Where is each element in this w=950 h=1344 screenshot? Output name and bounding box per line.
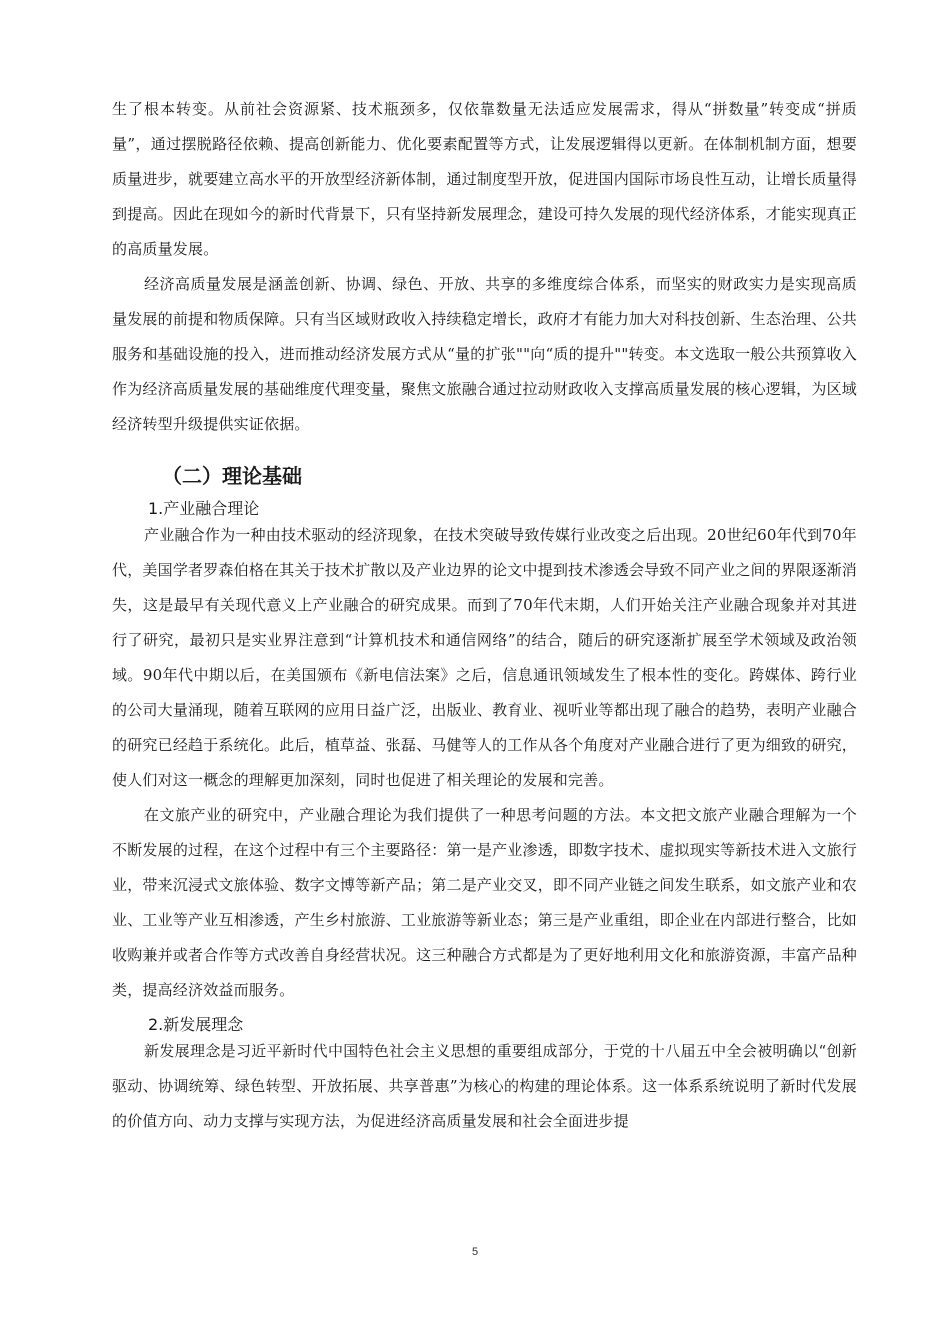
paragraph: 经济高质量发展是涵盖创新、协调、绿色、开放、共享的多维度综合体系，而坚实的财政实力是实现高质量发展的前提和物质保障。只有当区域财政收入持续稳定增长，政府才有能力加大对科技创新、生态治理、公共服务和基础设施的投入，进而推动经济发展方式从“量的扩张""向“质的提升""转变。本文选取一般公共预算收入作为经济高质量发展的基础维度代理变量，聚焦文旅融合通过拉动财政收入支撑高质量发展的核心逻辑，为区域经济转型升级提供实证依据。	[112, 275, 857, 433]
paragraph: 生了根本转变。从前社会资源紧、技术瓶颈多，仅依靠数量无法适应发展需求，得从“拼数量”转变成“拼质量”，通过摆脱路径依赖、提高创新能力、优化要素配置等方式，让发展逻辑得以更新。在体制机制方面，想要质量进步，就要建立高水平的开放型经济新体制，通过制度型开放，促进国内国际市场良性互动，让增长质量得到提高。因此在现如今的新时代背景下，只有坚持新发展理念，建设可持久发展的现代经济体系，才能实现真正的高质量发展。	[112, 100, 857, 258]
subsection-heading: 2.新发展理念	[148, 1015, 244, 1034]
document-page	[112, 92, 857, 1139]
section-heading: （二）理论基础	[162, 464, 302, 488]
paragraph: 新发展理念是习近平新时代中国特色社会主义思想的重要组成部分，于党的十八届五中全会被明确以“创新驱动、协调统筹、绿色转型、开放拓展、共享普惠”为核心的构建的理论体系。这一体系系统说明了新时代发展的价值方向、动力支撑与实现方法，为促进经济高质量发展和社会全面进步提	[112, 1042, 857, 1130]
subsection-heading: 1.产业融合理论	[148, 499, 260, 518]
page-number: 5	[471, 1246, 479, 1258]
paragraph: 在文旅产业的研究中，产业融合理论为我们提供了一种思考问题的方法。本文把文旅产业融合理解为一个不断发展的过程，在这个过程中有三个主要路径：第一是产业渗透，即数字技术、虚拟现实等新技术进入文旅行业，带来沉浸式文旅体验、数字文博等新产品；第二是产业交叉，即不同产业链之间发生联系，如文旅产业和农业、工业等产业互相渗透，产生乡村旅游、工业旅游等新业态；第三是产业重组，即企业在内部进行整合，比如收购兼并或者合作等方式改善自身经营状况。这三种融合方式都是为了更好地利用文化和旅游资源，丰富产品种类，提高经济效益而服务。	[112, 806, 857, 999]
paragraph: 产业融合作为一种由技术驱动的经济现象，在技术突破导致传媒行业改变之后出现。20世纪60年代到70年代，美国学者罗森伯格在其关于技术扩散以及产业边界的论文中提到技术渗透会导致不同产业之间的界限逐渐消失，这是最早有关现代意义上产业融合的研究成果。而到了70年代末期，人们开始关注产业融合现象并对其进行了研究，最初只是实业界注意到“计算机技术和通信网络”的结合，随后的研究逐渐扩展至学术领域及政治领域。90年代中期以后，在美国颁布《新电信法案》之后，信息通讯领域发生了根本性的变化。跨媒体、跨行业的公司大量涌现，随着互联网的应用日益广泛，出版业、教育业、视听业等都出现了融合的趋势，表明产业融合的研究已经趋于系统化。此后，植草益、张磊、马健等人的工作从各个角度对产业融合进行了更为细致的研究，使人们对这一概念的理解更加深刻，同时也促进了相关理论的发展和完善。	[112, 526, 857, 789]
